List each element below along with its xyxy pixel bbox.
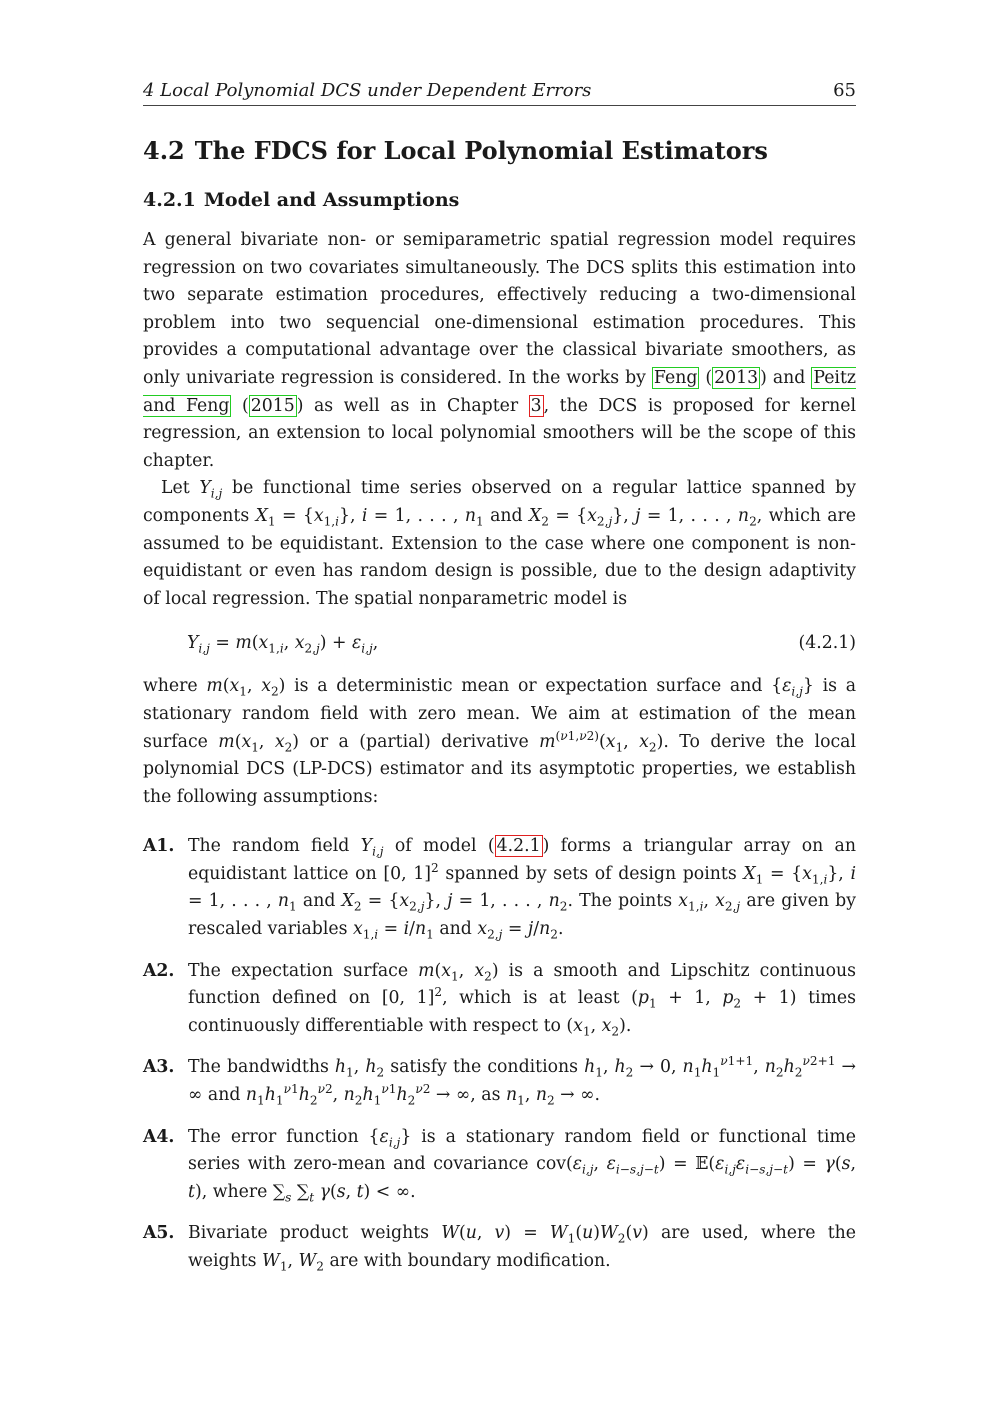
assumption-item bbox=[143, 833, 856, 943]
running-header bbox=[143, 80, 856, 106]
subsection-heading bbox=[143, 189, 856, 211]
assumption-item bbox=[143, 958, 856, 1041]
section-number: 4.2 bbox=[143, 136, 185, 165]
subsection-title: Model and Assumptions bbox=[203, 189, 460, 211]
assumption-label: A2. bbox=[143, 960, 175, 981]
equation-4-2-1 bbox=[143, 633, 856, 656]
paragraph-lattice: Let $Y_{i,j}$ be functional time series observed on a regular lattice spanned by components $X_1 = \{x_{1,i}\}$, i = 1, . . . , $n_1$ and $X_2 = \{x_{2,j}\}$, j = 1, . . . , $n_2$, which are assumed to be equidistant. Extension to the case where one component is non-equidistant or even has random design is possible, due to the design adaptivity of local regression. The spatial nonparametric model is bbox=[143, 478, 857, 609]
assumption-item bbox=[143, 1054, 856, 1109]
citation-link-peitz-feng[interactable]: Peitz and Feng bbox=[143, 367, 856, 416]
assumption-label: A4. bbox=[143, 1126, 175, 1147]
assumption-text: Bivariate product weights W(u, $v) = W_1(u)W_2(v)$ are used, where the weights $W_1$, $W_2$ are with boundary modification. bbox=[188, 1223, 856, 1274]
assumptions-list bbox=[143, 833, 856, 1275]
running-title: 4 Local Polynomial DCS under Dependent Errors bbox=[143, 80, 592, 101]
citation-link-peitz-feng-year[interactable]: 2015 bbox=[250, 395, 295, 416]
section-title: The FDCS for Local Polynomial Estimators bbox=[194, 136, 768, 165]
equation-number: (4.2.1) bbox=[798, 633, 856, 654]
citation-link-feng-year[interactable]: 2013 bbox=[714, 367, 759, 388]
page-number: 65 bbox=[833, 80, 856, 101]
chapter-reference-link[interactable]: 3 bbox=[530, 395, 542, 416]
equation-body: $Y_{i,j} = m(x_{1,i}$, $x_{2,j}) + \varepsilon_{i,j}$, bbox=[187, 633, 379, 656]
assumption-item bbox=[143, 1220, 856, 1275]
assumption-label: A5. bbox=[143, 1223, 175, 1244]
section-heading bbox=[143, 136, 856, 165]
assumption-label: A3. bbox=[143, 1057, 175, 1078]
paragraph-intro: A general bivariate non- or semiparametric spatial regression model requires regression on two covariates simultaneously. The DCS splits this estimation into two separate estimation procedures, effectively reducing a two-dimensional problem into two sequencial one-dimensional estimation procedures. This provides a computational advantage over the classical bivariate smoothers, as only univariate regression is considered. In the works by Feng ( 2013 ) and Peitz and Feng ( 2015 ) as well as in Chapter 3 , the DCS is proposed for kernel regression, an extension to local polynomial smoothers will be the scope of this chapter. bbox=[143, 230, 856, 471]
assumption-item bbox=[143, 1124, 856, 1207]
assumption-text: The bandwidths $h_1$, $h_2$ satisfy the conditions $h_1$, $h_2 \to 0$, $n_1h_1^{\nu 1+1}$, $n_2h_2^{\nu 2+1}$ → ∞ and $n_1h_1^{\nu 1}h_2^{\nu 2}$, $n_2h_1^{\nu 1}h_2^{\nu 2}$ → ∞, as $n_1$, $n_2$ → ∞. bbox=[188, 1054, 856, 1108]
assumption-text: The expectation surface $m(x_1$, $x_2$) is a smooth and Lipschitz continuous function defined on [0, 1]$^2$, which is at least ($p_1 + 1$, $p_2 + 1$) times continuously differentiable with respect to ($x_1$, $x_2$). bbox=[188, 960, 857, 1039]
equation-reference-link[interactable]: 4.2.1 bbox=[496, 836, 541, 857]
subsection-number: 4.2.1 bbox=[143, 189, 196, 211]
page bbox=[143, 80, 856, 1290]
citation-link-feng[interactable]: Feng bbox=[653, 367, 698, 388]
assumption-label: A1. bbox=[143, 836, 175, 857]
assumption-text: The error function $\{\varepsilon_{i,j}\}$ is a stationary random field or functional time series with zero-mean and covariance $cov(\varepsilon_{i,j}$, $\varepsilon_{i-s,j-t}$) = $𝔼(\varepsilon_{i,j}\varepsilon_{i-s,j-t}) = \gamma(s$, t), where $\sum_s$ $\sum_t$ γ(s, t) < ∞. bbox=[188, 1126, 856, 1205]
assumption-text: The random field $Y_{i,j}$ of model ( 4.2.1 ) forms a triangular array on an equidistant lattice on [0, 1]$^2$ spanned by sets of design points $X_1 = \{x_{1,i}\}$, i = 1, . . . , $n_1$ and $X_2 = \{x_{2,j}\}$, j = 1, . . . , $n_2$. The points $x_{1,i}$, $x_{2,j}$ are given by rescaled variables $x_{1,i} = i/n_1$ and $x_{2,j} = j/n_2$. bbox=[188, 836, 856, 942]
paragraph-model-description: where $m(x_1$, $x_2$) is a deterministic mean or expectation surface and $\{\varepsilon_{i,j}\}$ is a stationary random field with zero mean. We aim at estimation of the mean surface $m(x_1$, $x_2$) or a (partial) derivative $m^{(\nu 1,\nu 2)}(x_1$, $x_2$). To derive the local polynomial DCS (LP-DCS) estimator and its asymptotic properties, we establish the following assumptions: bbox=[143, 676, 856, 807]
